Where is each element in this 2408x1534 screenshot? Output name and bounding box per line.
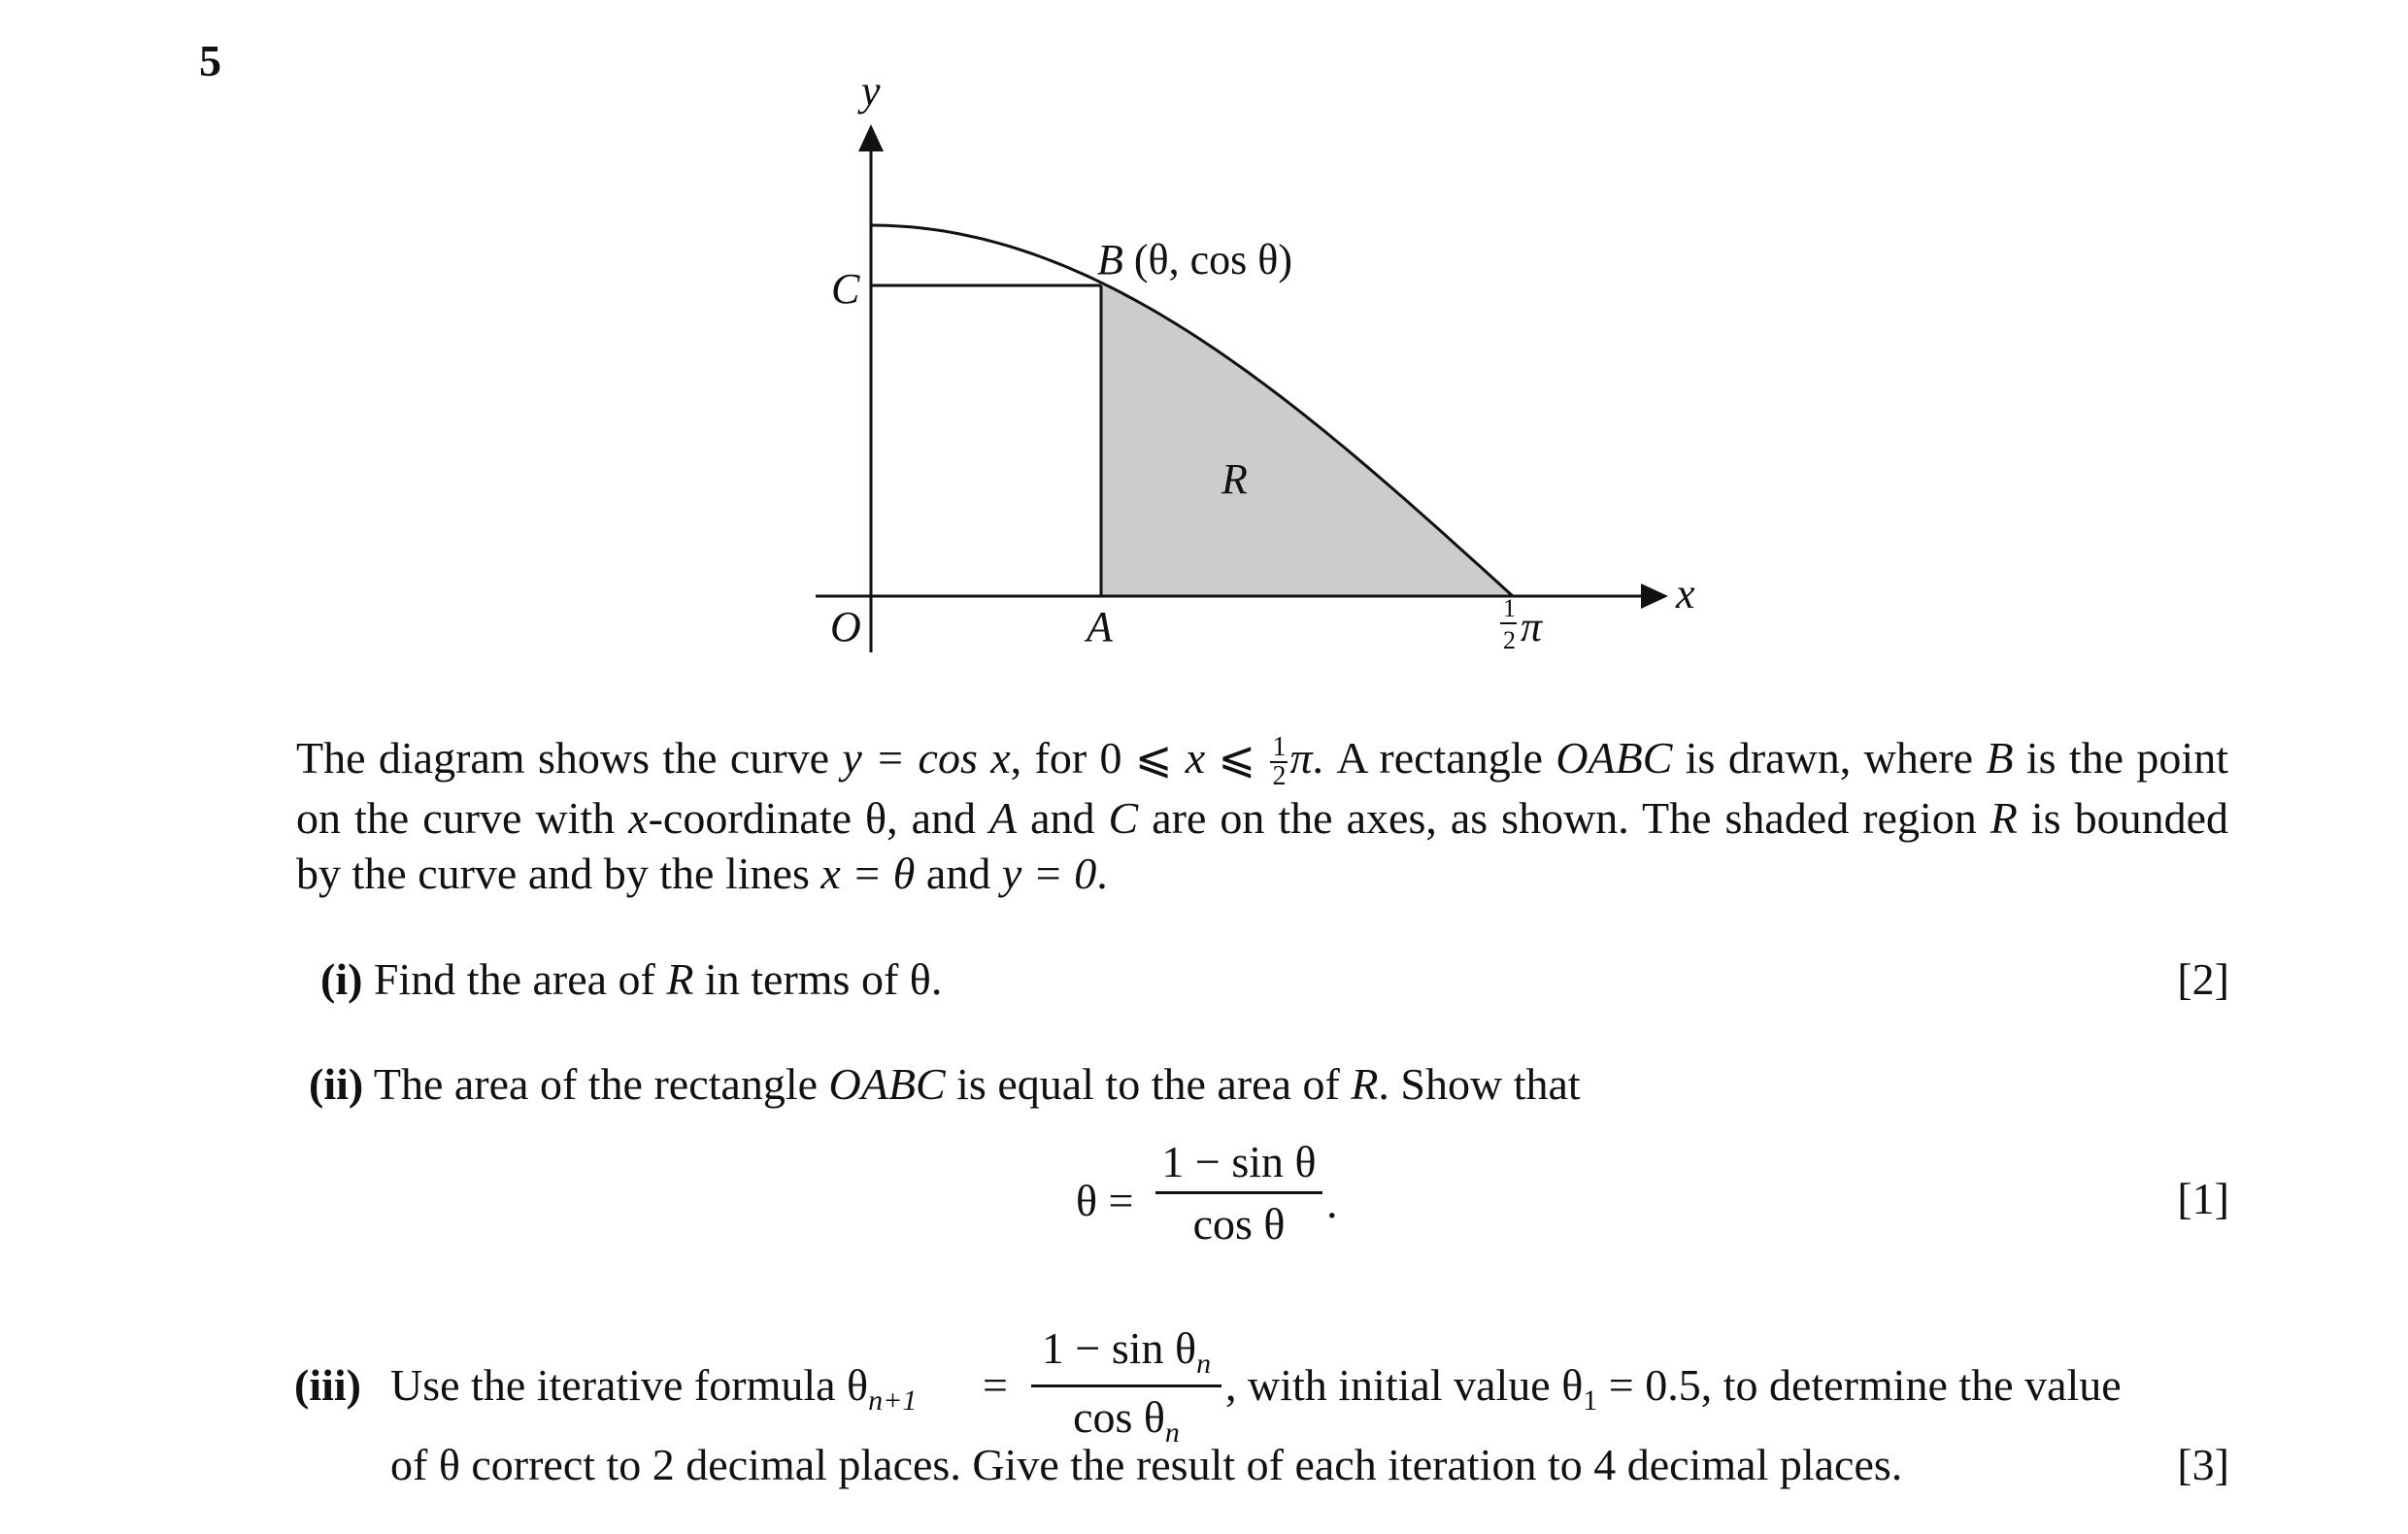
y-axis-label: y: [861, 67, 881, 115]
x-end-frac-den: 2: [1503, 626, 1516, 654]
part-iii-equals: =: [983, 1360, 1008, 1410]
region-r-label: R: [1221, 455, 1248, 503]
part-ii-denominator: cos θ: [1192, 1199, 1286, 1249]
fraction-bar: [1031, 1384, 1221, 1387]
point-b-label: B (θ, cos θ): [1097, 236, 1292, 283]
y-axis-arrow-icon: [858, 124, 884, 151]
part-i: (i) Find the area of R in terms of θ.: [320, 954, 943, 1004]
x-end-frac-num: 1: [1503, 594, 1516, 622]
part-iii-label: (iii): [294, 1360, 361, 1410]
shaded-region-r: [1101, 283, 1513, 596]
part-ii-mark: [1]: [2177, 1174, 2229, 1223]
x-axis-label: x: [1676, 570, 1695, 617]
part-iii-fraction: $1 - \sin \theta_n$ $\cos \theta_n$: [1031, 1322, 1221, 1450]
x-end-pi: π: [1521, 603, 1543, 650]
part-i-mark: [2]: [2177, 954, 2229, 1004]
part-iii-text-line2: of θ correct to 2 decimal places. Give the result of each iteration to 4 decimal places.: [390, 1440, 1903, 1489]
origin-label: O: [830, 603, 861, 650]
part-iii-mark: [3]: [2177, 1440, 2229, 1489]
part-ii-dot: .: [1326, 1178, 1338, 1227]
point-c-label: C: [831, 265, 860, 313]
half-fraction: $\frac{1}{2}$: [1272, 732, 1287, 792]
fraction-bar: [1155, 1191, 1322, 1194]
curve-diagram: [0, 0, 2408, 699]
part-iii-text-2: , with initial value $\theta_1 = 0.5$, to determine the value: [1225, 1360, 2122, 1417]
curve-equation: y = cos x: [842, 733, 1011, 783]
part-ii-lhs: θ =: [1076, 1176, 1134, 1225]
part-ii-numerator: 1 − sin θ: [1161, 1137, 1317, 1186]
question-number: 5: [199, 36, 221, 85]
part-i-label: (i): [320, 954, 363, 1004]
part-ii-label: (ii): [309, 1059, 364, 1109]
point-a-label: A: [1087, 603, 1113, 650]
part-ii: (ii) The area of the rectangle OABC is equal to the area of R. Show that: [309, 1059, 1581, 1109]
x-axis-arrow-icon: [1641, 584, 1668, 609]
question-intro: The diagram shows the curve y = cos x, for 0 ⩽ x ⩽ $\frac{1}{2}$ π. A rectangle OABC is drawn, where B is the point on the curve with x-coordinate θ, and A and C are on the axes, as shown. The shaded region R is bounded by the curve and by the lines x = θ and y = 0.: [296, 732, 2228, 899]
part-iii-text-1: Use the iterative formula $\theta_{n+1}$: [390, 1360, 918, 1417]
part-ii-fraction: [1155, 1136, 1322, 1250]
